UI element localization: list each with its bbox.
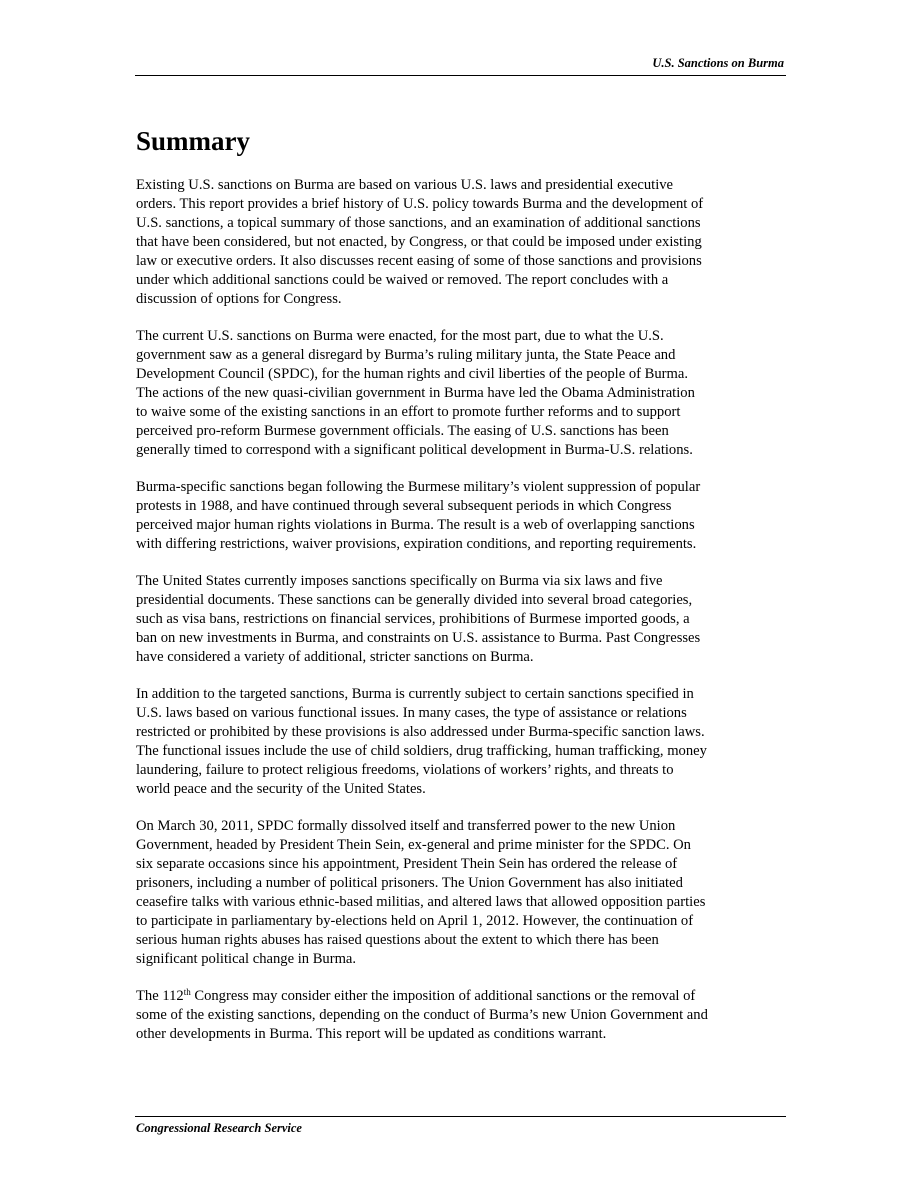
- text-line: On March 30, 2011, SPDC formally dissolved itself and transferred power to the new Union: [136, 818, 676, 834]
- page-header: [135, 55, 786, 76]
- text-line: restricted or prohibited by these provisions is also addressed under Burma-specific sanction laws.: [136, 724, 705, 740]
- summary-paragraph: [136, 176, 788, 309]
- text-line: The United States currently imposes sanctions specifically on Burma via six laws and five: [136, 573, 663, 589]
- summary-paragraph: [136, 685, 788, 799]
- summary-paragraph: [136, 572, 788, 667]
- text-line: such as visa bans, restrictions on financial services, prohibitions of Burmese imported goods, a: [136, 611, 690, 627]
- summary-body: [136, 176, 788, 1062]
- text-line: law or executive orders. It also discusses recent easing of some of those sanctions and provisions: [136, 253, 702, 269]
- text-line: U.S. laws based on various functional issues. In many cases, the type of assistance or relations: [136, 705, 687, 721]
- text-line: significant political change in Burma.: [136, 951, 357, 967]
- text-line: Government, headed by President Thein Sein, ex-general and prime minister for the SPDC. On: [136, 837, 691, 853]
- text-line: government saw as a general disregard by Burma’s ruling military junta, the State Peace and: [136, 347, 676, 363]
- text-line: Burma-specific sanctions began following the Burmese military’s violent suppression of popular: [136, 479, 701, 495]
- text-line: orders. This report provides a brief history of U.S. policy towards Burma and the development of: [136, 196, 704, 212]
- text-line: presidential documents. These sanctions can be generally divided into several broad categories,: [136, 592, 693, 608]
- page-footer: [135, 1116, 786, 1135]
- text-fragment: The 112: [136, 988, 184, 1004]
- footer-label: Congressional Research Service: [136, 1121, 302, 1135]
- text-line: some of the existing sanctions, depending on the conduct of Burma’s new Union Government and: [136, 1007, 708, 1023]
- text-line: six separate occasions since his appointment, President Thein Sein has ordered the release of: [136, 856, 678, 872]
- text-line: protests in 1988, and have continued through several subsequent periods in which Congress: [136, 498, 672, 514]
- text-line: [136, 987, 788, 1006]
- summary-paragraph: [136, 478, 788, 554]
- text-line: ceasefire talks with various ethnic-based militias, and altered laws that allowed opposition parties: [136, 894, 706, 910]
- text-line: other developments in Burma. This report will be updated as conditions warrant.: [136, 1026, 607, 1042]
- summary-paragraph: [136, 817, 788, 969]
- text-line: ban on new investments in Burma, and constraints on U.S. assistance to Burma. Past Congresses: [136, 630, 701, 646]
- ordinal-superscript: th: [183, 987, 191, 997]
- text-line: prisoners, including a number of political prisoners. The Union Government has also initiated: [136, 875, 683, 891]
- text-line: generally timed to correspond with a significant political development in Burma-U.S. relations.: [136, 442, 693, 458]
- text-line: to waive some of the existing sanctions in an effort to promote further reforms and to support: [136, 404, 681, 420]
- text-line: The functional issues include the use of child soldiers, drug trafficking, human trafficking, money: [136, 743, 707, 759]
- header-title: U.S. Sanctions on Burma: [652, 56, 784, 70]
- text-line: discussion of options for Congress.: [136, 291, 342, 307]
- text-line: The current U.S. sanctions on Burma were enacted, for the most part, due to what the U.S.: [136, 328, 664, 344]
- text-line: world peace and the security of the United States.: [136, 781, 426, 797]
- text-line: perceived pro-reform Burmese government officials. The easing of U.S. sanctions has been: [136, 423, 669, 439]
- text-line: with differing restrictions, waiver provisions, expiration conditions, and reporting requirements.: [136, 536, 697, 552]
- text-line: The actions of the new quasi-civilian government in Burma have led the Obama Administration: [136, 385, 695, 401]
- text-line: perceived major human rights violations in Burma. The result is a web of overlapping sanctions: [136, 517, 695, 533]
- text-fragment: Congress may consider either the imposition of additional sanctions or the removal of: [190, 988, 696, 1004]
- text-line: to participate in parliamentary by-elections held on April 1, 2012. However, the continuation of: [136, 913, 694, 929]
- text-line: under which additional sanctions could be waived or removed. The report concludes with a: [136, 272, 669, 288]
- text-line: Existing U.S. sanctions on Burma are based on various U.S. laws and presidential executive: [136, 177, 674, 193]
- text-line: Development Council (SPDC), for the human rights and civil liberties of the people of Burma.: [136, 366, 689, 382]
- summary-paragraph: [136, 327, 788, 460]
- summary-paragraph: [136, 987, 788, 1044]
- text-line: U.S. sanctions, a topical summary of those sanctions, and an examination of additional sanctions: [136, 215, 701, 231]
- page-title: Summary: [136, 126, 250, 156]
- text-line: In addition to the targeted sanctions, Burma is currently subject to certain sanctions specified in: [136, 686, 694, 702]
- text-line: that have been considered, but not enacted, by Congress, or that could be imposed under existing: [136, 234, 702, 250]
- text-line: serious human rights abuses has raised questions about the extent to which there has been: [136, 932, 659, 948]
- text-line: have considered a variety of additional, stricter sanctions on Burma.: [136, 649, 534, 665]
- text-line: laundering, failure to protect religious freedoms, violations of workers’ rights, and threats to: [136, 762, 674, 778]
